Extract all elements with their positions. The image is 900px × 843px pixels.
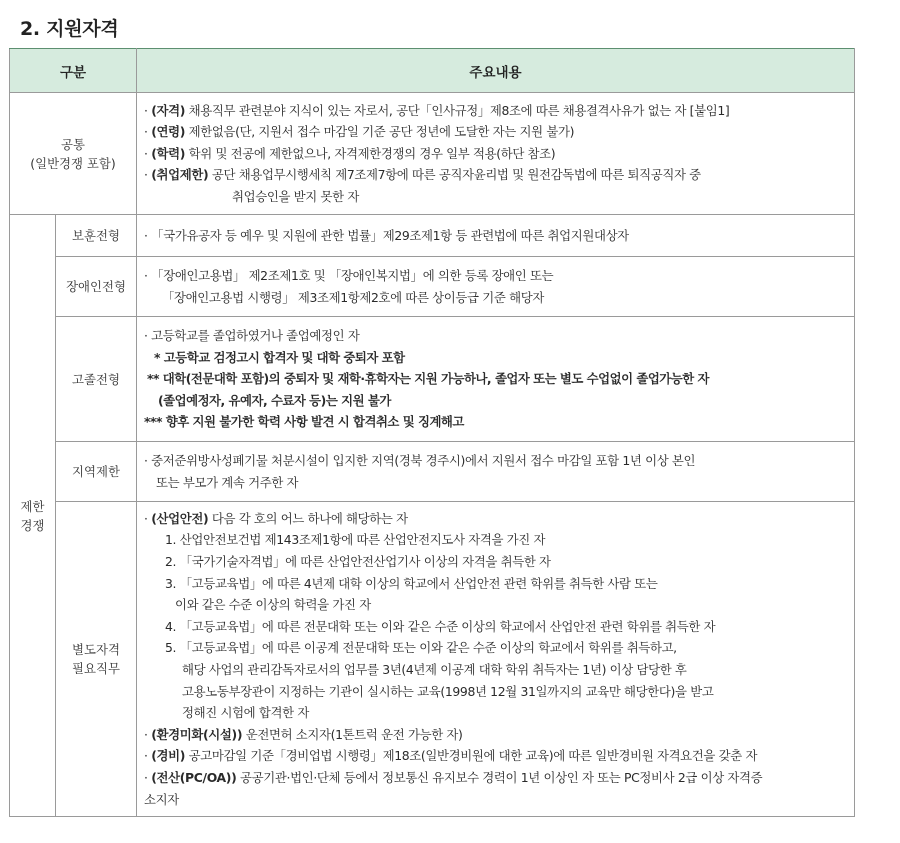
- special-label-line2: 필요직무: [72, 661, 120, 676]
- special-environment: · (환경미화(시설)) 운전면허 소지자(1톤트럭 운전 가능한 자): [144, 726, 463, 742]
- category-veteran: 보훈전형: [56, 215, 137, 257]
- content-veteran: [137, 215, 855, 257]
- restricted-label-line2: 경쟁: [20, 517, 45, 533]
- content-common: [137, 93, 855, 215]
- disabled-line-1: · 「장애인고용법」 제2조제1호 및 「장애인복지법」에 의한 등록 장애인 또는: [144, 267, 554, 283]
- special-item-2: 2. 「국가기술자격법」에 따른 산업안전산업기사 이상의 자격을 취득한 자: [165, 554, 551, 570]
- special-item-5-cont-1: 해당 사업의 관리감독자로서의 업무를 3년(4년제 이공계 대학 학위 취득자는 1년) 이상 담당한 후: [182, 662, 687, 677]
- special-item-3: 3. 「고등교육법」에 따른 4년제 대학 이상의 학교에서 산업안전 관련 학위를 취득한 사람 또는: [165, 575, 658, 591]
- special-guard: · (경비) 공고마감일 기준「경비업법 시행령」제18조(일반경비원에 대한 교육)에 따른 일반경비원 자격요건을 갖춘 자: [144, 748, 758, 764]
- special-it: · (전산(PC/OA)) 공공기관·법인·단체 등에서 정보통신 유지보수 경력이 1년 이상인 자 또는 PC정비사 2급 이상 자격증: [144, 769, 763, 785]
- table-row-common: [10, 93, 855, 215]
- table-row-special: [10, 502, 855, 817]
- highschool-line-1: · 고등학교를 졸업하였거나 졸업예정인 자: [144, 328, 360, 344]
- restricted-label-line1: 제한: [20, 498, 45, 514]
- special-item-5-cont-3: 정해진 시험에 합격한 자: [182, 705, 309, 721]
- category-highschool: 고졸전형: [56, 317, 137, 442]
- region-line-2: 또는 부모가 계속 거주한 자: [156, 474, 299, 490]
- category-region: 지역제한: [56, 442, 137, 502]
- content-special: [137, 502, 855, 817]
- common-line-qualification: · (자격) 채용직무 관련분야 지식이 있는 자로서, 공단「인사규정」제8조에 따른 채용결격사유가 없는 자 [붙임1]: [144, 102, 730, 118]
- table-row-veteran: [10, 215, 855, 257]
- special-item-1: 1. 산업안전보건법 제143조제1항에 따른 산업안전지도사 자격을 가진 자: [165, 532, 546, 548]
- header-category: 구분: [10, 49, 137, 93]
- common-line-age: · (연령) 제한없음(단, 지원서 접수 마감일 기준 공단 정년에 도달한 자는 지원 불가): [144, 124, 575, 140]
- highschool-note-1: * 고등학교 검정고시 합격자 및 대학 중퇴자 포함: [154, 349, 405, 365]
- category-special: [56, 502, 137, 817]
- highschool-note-3: *** 향후 지원 불가한 학력 사항 발견 시 합격취소 및 징계해고: [144, 414, 464, 430]
- special-item-5: 5. 「고등교육법」에 따른 이공계 전문대학 또는 이와 같은 수준 이상의 학교에서 학위를 취득하고,: [165, 640, 677, 656]
- table-row-region: [10, 442, 855, 502]
- special-it-cont: 소지자: [144, 791, 179, 807]
- special-item-3-cont: 이와 같은 수준 이상의 학력을 가진 자: [175, 597, 371, 613]
- special-label-line1: 별도자격: [72, 642, 120, 657]
- common-label-line2: (일반경쟁 포함): [30, 155, 116, 171]
- special-industrial-safety: · (산업안전) 다음 각 호의 어느 하나에 해당하는 자: [144, 510, 408, 526]
- category-disabled: 장애인전형: [56, 257, 137, 317]
- common-line-education: · (학력) 학위 및 전공에 제한없으나, 자격제한경쟁의 경우 일부 적용(하단 참조): [144, 145, 556, 161]
- header-content: 주요내용: [137, 49, 855, 93]
- common-line-employment-restriction: · (취업제한) 공단 채용업무시행세칙 제7조제7항에 따른 공직자윤리법 및 원전감독법에 따른 퇴직공직자 중: [144, 167, 701, 183]
- content-disabled: [137, 257, 855, 317]
- content-region: [137, 442, 855, 502]
- highschool-note-2-cont: (졸업예정자, 유예자, 수료자 등)는 지원 불가: [158, 392, 391, 408]
- disabled-line-2: 「장애인고용법 시행령」 제3조제1항제2호에 따른 상이등급 기준 해당자: [162, 289, 544, 305]
- table-header-row: [10, 49, 855, 93]
- category-restricted-group: [10, 215, 56, 817]
- category-common: [10, 93, 137, 215]
- table-row-highschool: [10, 317, 855, 442]
- common-label-line1: 공통: [61, 136, 85, 152]
- special-item-4: 4. 「고등교육법」에 따른 전문대학 또는 이와 같은 수준 이상의 학교에서 산업안전 관련 학위를 취득한 자: [165, 618, 716, 634]
- section-title: 2. 지원자격: [20, 18, 119, 40]
- qualification-table: [9, 48, 855, 817]
- veteran-line: · 「국가유공자 등 예우 및 지원에 관한 법률」제29조제1항 등 관련법에 따른 취업지원대상자: [144, 227, 629, 243]
- special-item-5-cont-2: 고용노동부장관이 지정하는 기관이 실시하는 교육(1998년 12월 31일까지의 교육만 해당한다)을 받고: [182, 683, 714, 699]
- content-highschool: [137, 317, 855, 442]
- table-row-disabled: [10, 257, 855, 317]
- common-line-employment-restriction-cont: 취업승인을 받지 못한 자: [232, 188, 359, 204]
- highschool-note-2: ** 대학(전문대학 포함)의 중퇴자 및 재학·휴학자는 지원 가능하나, 졸업자 또는 별도 수업없이 졸업가능한 자: [147, 371, 709, 387]
- region-line-1: · 중저준위방사성폐기물 처분시설이 입지한 지역(경북 경주시)에서 지원서 접수 마감일 포함 1년 이상 본인: [144, 452, 696, 468]
